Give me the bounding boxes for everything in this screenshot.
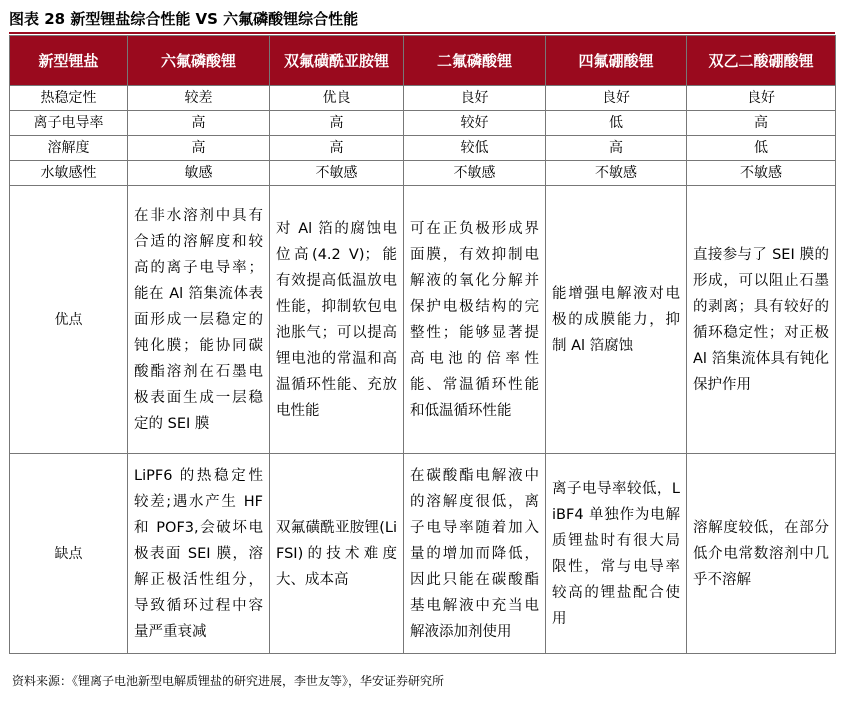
table-cell: 高 — [687, 111, 836, 136]
table-cell: 不敏感 — [687, 161, 836, 186]
table-row — [10, 111, 836, 136]
table-row — [10, 161, 836, 186]
table-cell: 较低 — [404, 136, 546, 161]
table-row-advantages — [10, 186, 836, 454]
row-label: 溶解度 — [10, 136, 128, 161]
table-cell: 较差 — [128, 86, 270, 111]
header-cell: 双氟磺酰亚胺锂 — [270, 36, 404, 86]
table-cell: 双氟磺酰亚胺锂(LiFSI)的技术难度大、成本高 — [270, 454, 404, 654]
header-cell: 四氟硼酸锂 — [546, 36, 687, 86]
table-cell: 对 Al 箔的腐蚀电位高(4.2 V)；能有效提高低温放电性能，抑制软包电池胀气；可以提高锂电池的常温和高温循环性能、充放电性能 — [270, 186, 404, 454]
table-cell: 不敏感 — [546, 161, 687, 186]
table-cell: 不敏感 — [270, 161, 404, 186]
row-label: 离子电导率 — [10, 111, 128, 136]
table-cell: 较好 — [404, 111, 546, 136]
row-label: 优点 — [10, 186, 128, 454]
table-cell: 低 — [546, 111, 687, 136]
table-cell: 良好 — [687, 86, 836, 111]
table-cell: 高 — [128, 111, 270, 136]
table-cell: 低 — [687, 136, 836, 161]
table-cell: LiPF6 的热稳定性较差;遇水产生 HF 和 POF3,会破坏电极表面 SEI 膜，溶解正极活性组分，导致循环过程中容量严重衰减 — [128, 454, 270, 654]
header-row — [10, 36, 836, 86]
table-cell: 良好 — [404, 86, 546, 111]
table-cell: 在非水溶剂中具有合适的溶解度和较高的离子电导率；能在 Al 箔集流体表面形成一层稳定的钝化膜；能协同碳酸酯溶剂在石墨电极表面生成一层稳定的 SEI 膜 — [128, 186, 270, 454]
table-cell: 在碳酸酯电解液中的溶解度很低，离子电导率随着加入量的增加而降低，因此只能在碳酸酯基电解液中充当电解液添加剂使用 — [404, 454, 546, 654]
header-cell: 新型锂盐 — [10, 36, 128, 86]
row-label: 水敏感性 — [10, 161, 128, 186]
table-cell: 离子电导率较低，LiBF4 单独作为电解质锂盐时有很大局限性，常与电导率较高的锂盐配合使用 — [546, 454, 687, 654]
header-cell: 六氟磷酸锂 — [128, 36, 270, 86]
table-cell: 高 — [546, 136, 687, 161]
table-cell: 高 — [270, 136, 404, 161]
table-cell: 良好 — [546, 86, 687, 111]
table-cell: 高 — [270, 111, 404, 136]
row-label: 缺点 — [10, 454, 128, 654]
figure-title: 图表 28 新型锂盐综合性能 VS 六氟磷酸锂综合性能 — [9, 6, 835, 34]
table-row-disadvantages — [10, 454, 836, 654]
table-cell: 敏感 — [128, 161, 270, 186]
header-cell: 双乙二酸硼酸锂 — [687, 36, 836, 86]
table-row — [10, 86, 836, 111]
header-cell: 二氟磷酸锂 — [404, 36, 546, 86]
table-cell: 不敏感 — [404, 161, 546, 186]
table-cell: 能增强电解液对电极的成膜能力，抑制 Al 箔腐蚀 — [546, 186, 687, 454]
table-cell: 溶解度较低，在部分低介电常数溶剂中几乎不溶解 — [687, 454, 836, 654]
table-cell: 可在正负极形成界面膜，有效抑制电解液的氧化分解并保护电极结构的完整性；能够显著提高电池的倍率性能、常温循环性能和低温循环性能 — [404, 186, 546, 454]
table-row — [10, 136, 836, 161]
row-label: 热稳定性 — [10, 86, 128, 111]
source-note: 资料来源：《锂离子电池新型电解质锂盐的研究进展，李世友等》，华安证券研究所 — [12, 674, 445, 688]
comparison-table — [9, 35, 836, 654]
table-cell: 高 — [128, 136, 270, 161]
table-cell: 优良 — [270, 86, 404, 111]
table-cell: 直接参与了 SEI 膜的形成，可以阻止石墨的剥离；具有较好的循环稳定性；对正极 Al 箔集流体具有钝化保护作用 — [687, 186, 836, 454]
